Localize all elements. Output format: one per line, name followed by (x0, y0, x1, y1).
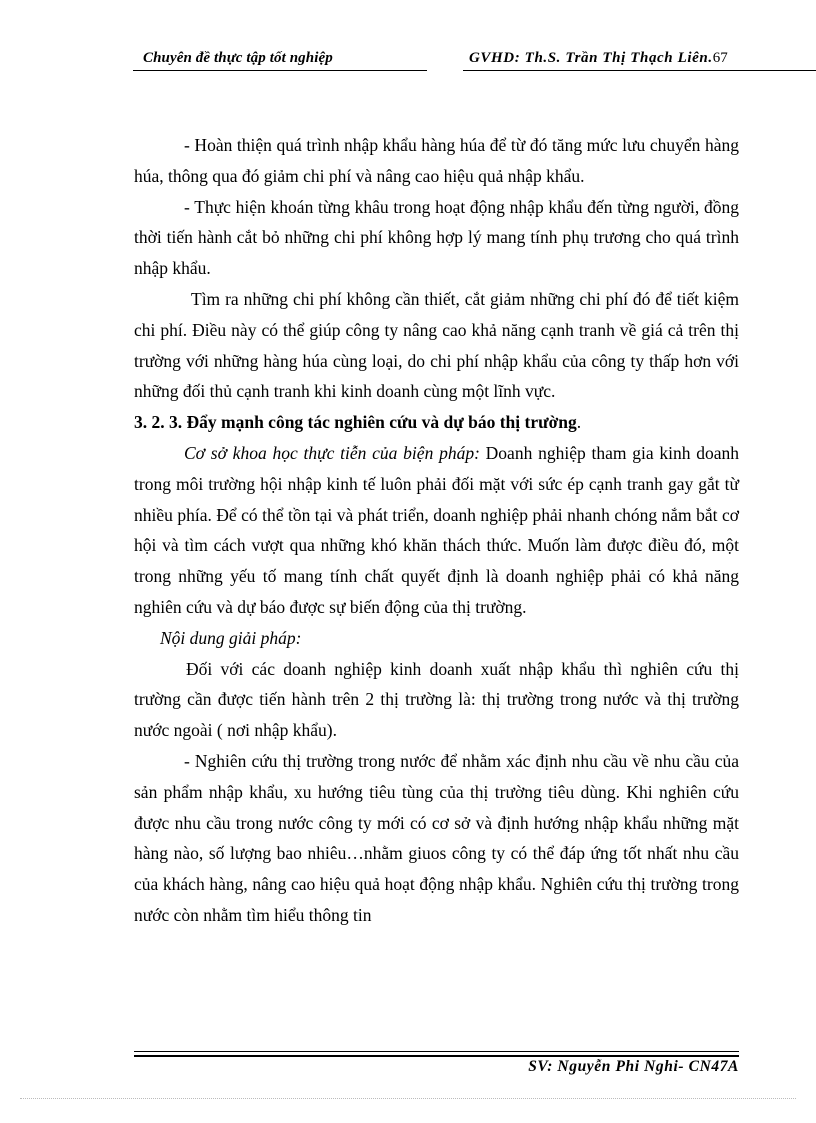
header-supervisor-name: GVHD: Th.S. Trần Thị Thạch Liên. (469, 50, 713, 66)
paragraph-3: Tìm ra những chi phí không cần thiết, cắt giảm những chi phí đó để tiết kiệm chi phí. Điều này có thể giúp công ty nâng cao khả năng cạnh tranh về giá cả trên thị trường với những hàng húa cùng loại, do chi phí nhập khẩu của công ty thấp hơn với những đối thủ cạnh tranh khi kinh doanh cùng một lĩnh vực. (134, 288, 739, 402)
paragraph-4 (134, 438, 739, 623)
section-heading (134, 407, 739, 438)
page-header (133, 48, 753, 74)
header-rule-left (133, 70, 427, 71)
footer-rule-thick (134, 1055, 739, 1057)
paragraph-4-text: Doanh nghiệp tham gia kinh doanh trong môi trường hội nhập kinh tế luôn phải đối mặt với sức ép cạnh tranh gay gắt từ nhiều phía. Để có thể tồn tại và phát triển, doanh nghiệp phải nhanh chóng nắm bắt cơ hội và tìm cách vượt qua những khó khăn thách thức. Muốn làm được điều đó, một trong những yếu tố mang tính chất quyết định là doanh nghiệp phải có khả năng nghiên cứu và dự báo được sự biến động của thị trường. (134, 442, 739, 617)
paragraph-1: - Hoàn thiện quá trình nhập khẩu hàng húa để từ đó tăng mức lưu chuyển hàng húa, thông qua đó giảm chi phí và nâng cao hiệu quả nhập khẩu. (134, 135, 739, 186)
footer-rule-thin (134, 1051, 739, 1052)
paragraph-4-lead: Cơ sở khoa học thực tiễn của biện pháp: (184, 442, 480, 463)
header-document-title: Chuyên đề thực tập tốt nghiệp (143, 50, 333, 66)
paragraph-2: - Thực hiện khoán từng khâu trong hoạt động nhập khẩu đến từng người, đồng thời tiến hành cắt bỏ những chi phí không hợp lý mang tính phụ trương cho quá trình nhập khẩu. (134, 196, 739, 279)
header-supervisor (469, 50, 728, 67)
page-number: 67 (712, 50, 728, 66)
subheading-solution: Nội dung giải pháp: (160, 627, 302, 648)
document-body (134, 130, 739, 931)
paragraph-7: - Nghiên cứu thị trường trong nước để nhằm xác định nhu cầu về nhu cầu của sản phẩm nhập khẩu, xu hướng tiêu tùng của thị trường tiêu dùng. Khi nghiên cứu được nhu cầu trong nước công ty mới có cơ sở và định hướng nhập khẩu những mặt hàng nào, số lượng bao nhiêu…nhằm giuos công ty có thể đáp ứng tốt nhất nhu cầu của khách hàng, nâng cao hiệu quả hoạt động nhập khẩu. Nghiên cứu thị trường trong nước còn nhằm tìm hiểu thông tin (134, 750, 739, 925)
header-rule-right (463, 70, 816, 71)
page-footer: SV: Nguyễn Phi Nghi- CN47A (528, 1058, 739, 1075)
section-heading-text: 3. 2. 3. Đẩy mạnh công tác nghiên cứu và dự báo thị trường (134, 412, 577, 433)
paragraph-6: Đối với các doanh nghiệp kinh doanh xuất nhập khẩu thì nghiên cứu thị trường cần được tiến hành trên 2 thị trường là: thị trường trong nước và thị trường nước ngoài ( nơi nhập khẩu). (134, 658, 739, 741)
section-heading-period: . (576, 412, 582, 433)
page-bottom-dotted-line (20, 1098, 796, 1099)
